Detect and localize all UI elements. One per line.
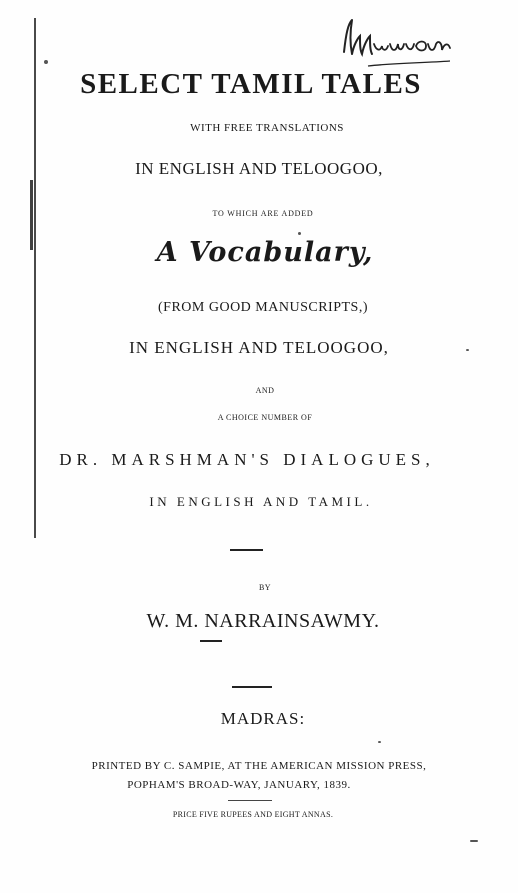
book-title: SELECT TAMIL TALES xyxy=(80,68,422,100)
ink-speck xyxy=(44,60,48,64)
subtitle-english-teloogoo-1: IN ENGLISH AND TELOOGOO, xyxy=(135,159,383,178)
subtitle-marshman-dialogues: DR. MARSHMAN'S DIALOGUES, xyxy=(59,450,435,469)
subtitle-from-manuscripts: (FROM GOOD MANUSCRIPTS,) xyxy=(158,300,368,315)
subtitle-and: AND xyxy=(255,386,275,395)
ink-speck xyxy=(466,349,469,351)
by-line: BY xyxy=(258,583,272,592)
handwritten-signature xyxy=(338,14,458,68)
imprint-place: MADRAS: xyxy=(220,709,306,728)
subtitle-to-which-added: TO WHICH ARE ADDED xyxy=(212,209,314,218)
ink-speck xyxy=(298,232,301,235)
imprint-address-date: POPHAM'S BROAD-WAY, JANUARY, 1839. xyxy=(127,779,351,791)
ink-speck xyxy=(470,840,478,842)
author-underline xyxy=(200,640,222,642)
price-line: PRICE FIVE RUPEES AND EIGHT ANNAS. xyxy=(172,810,334,819)
subtitle-english-tamil: IN ENGLISH AND TAMIL. xyxy=(149,494,373,509)
subtitle-english-teloogoo-2: IN ENGLISH AND TELOOGOO, xyxy=(129,338,389,357)
ink-speck xyxy=(378,741,381,743)
author-name: W. M. NARRAINSAWMY. xyxy=(146,610,380,632)
vocabulary-heading: A Vocabulary, xyxy=(156,237,374,268)
subtitle-choice-number: A CHOICE NUMBER OF xyxy=(217,413,313,422)
divider-rule xyxy=(232,686,272,688)
divider-rule xyxy=(228,800,272,801)
signature-drawing xyxy=(338,14,458,68)
subtitle-free-translations: WITH FREE TRANSLATIONS xyxy=(190,122,344,134)
divider-rule xyxy=(230,549,263,551)
imprint-printer: PRINTED BY C. SAMPIE, AT THE AMERICAN MISSION PRESS, xyxy=(91,760,427,772)
